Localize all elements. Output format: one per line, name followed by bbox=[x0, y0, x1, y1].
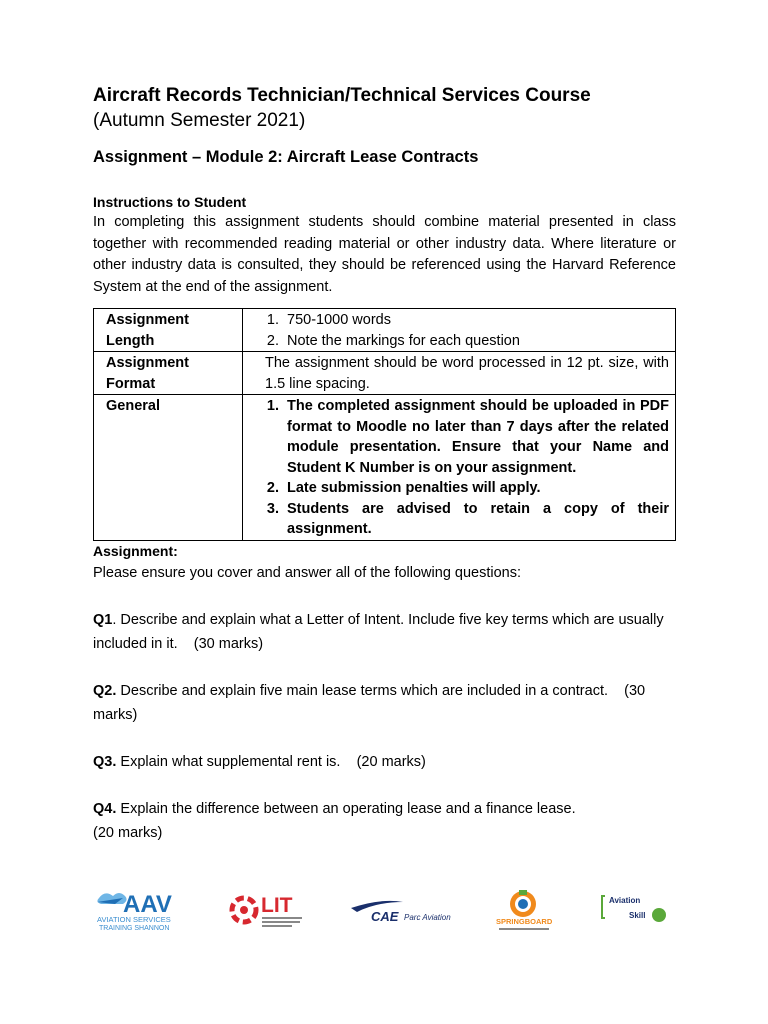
table-row bbox=[94, 395, 676, 541]
list-item: 3. Students are advised to retain a copy of their assignment. bbox=[283, 499, 669, 540]
row-content bbox=[243, 395, 676, 541]
row-content: The assignment should be word processed in 12 pt. size, with 1.5 line spacing. bbox=[243, 352, 676, 395]
table-row bbox=[94, 352, 676, 395]
lit-wordmark: LIT bbox=[261, 894, 293, 917]
lit-logo bbox=[229, 888, 313, 932]
question-text: Explain what supplemental rent is. bbox=[116, 753, 341, 770]
list-item: 2. Note the markings for each question bbox=[283, 331, 669, 352]
springboard-logo bbox=[493, 888, 557, 934]
instructions-text: In completing this assignment students should combine material presented in class together with recommended reading material or other industry data. Where literature or other industry data is consulted, they should be referenced using the Harvard Reference System at the end of the assignment. bbox=[93, 214, 676, 295]
document-page bbox=[93, 84, 676, 845]
skillnet-line2: Skill bbox=[629, 911, 646, 920]
list-item: 1. The completed assignment should be uploaded in PDF format to Moodle no later than 7 days after the related module presentation. Ensure that your Name and Student K Number is on your assignment. bbox=[283, 396, 669, 478]
row-label: Assignment Format bbox=[94, 352, 243, 395]
aav-line2: TRAINING SHANNON bbox=[99, 925, 170, 932]
springboard-wordmark: SPRINGBOARD bbox=[496, 917, 553, 926]
question-number: Q3. bbox=[93, 753, 117, 770]
question-3 bbox=[93, 750, 676, 774]
requirements-table bbox=[93, 308, 676, 541]
question-marks: (20 marks) bbox=[93, 824, 163, 841]
assignment-intro: Please ensure you cover and answer all of the following questions: bbox=[93, 564, 522, 581]
cae-subtitle: Parc Aviation bbox=[404, 913, 451, 922]
question-marks: (30 marks) bbox=[93, 682, 646, 723]
sponsor-logos bbox=[93, 888, 673, 938]
row-label: Assignment Length bbox=[94, 309, 243, 352]
assignment-title: Assignment – Module 2: Aircraft Lease Contracts bbox=[93, 148, 479, 166]
aav-line1: AVIATION SERVICES bbox=[97, 915, 171, 924]
general-list bbox=[265, 396, 669, 540]
row-label: General bbox=[94, 395, 243, 541]
course-title: Aircraft Records Technician/Technical Services Course bbox=[93, 85, 591, 106]
question-number: Q4. bbox=[93, 800, 117, 817]
assignment-heading: Assignment: bbox=[93, 542, 178, 559]
question-number: Q2. bbox=[93, 682, 117, 699]
cae-logo bbox=[349, 888, 453, 932]
question-marks: (20 marks) bbox=[356, 753, 426, 770]
question-text: Explain the difference between an operating lease and a finance lease. bbox=[116, 800, 576, 817]
question-1 bbox=[93, 608, 676, 656]
skillnet-logo bbox=[599, 888, 675, 932]
list-item: 1. 750-1000 words bbox=[283, 310, 669, 331]
question-text: . Describe and explain what a Letter of Intent. Include five key terms which are usually included in it. bbox=[93, 611, 664, 652]
length-list bbox=[265, 310, 669, 351]
question-number: Q1 bbox=[93, 611, 113, 628]
table-row bbox=[94, 309, 676, 352]
list-item: 2. Late submission penalties will apply. bbox=[283, 478, 669, 499]
question-4 bbox=[93, 797, 676, 845]
instructions-heading: Instructions to Student bbox=[93, 194, 247, 210]
skillnet-line1: Aviation bbox=[609, 896, 641, 905]
aav-wordmark: AAV bbox=[123, 891, 172, 918]
aav-logo bbox=[93, 888, 193, 932]
question-2 bbox=[93, 679, 676, 727]
question-marks: (30 marks) bbox=[193, 635, 264, 652]
row-content bbox=[243, 309, 676, 352]
question-text: Describe and explain five main lease terms which are included in a contract. bbox=[116, 682, 609, 699]
cae-wordmark: CAE bbox=[371, 909, 399, 924]
semester-subtitle: (Autumn Semester 2021) bbox=[93, 110, 306, 131]
